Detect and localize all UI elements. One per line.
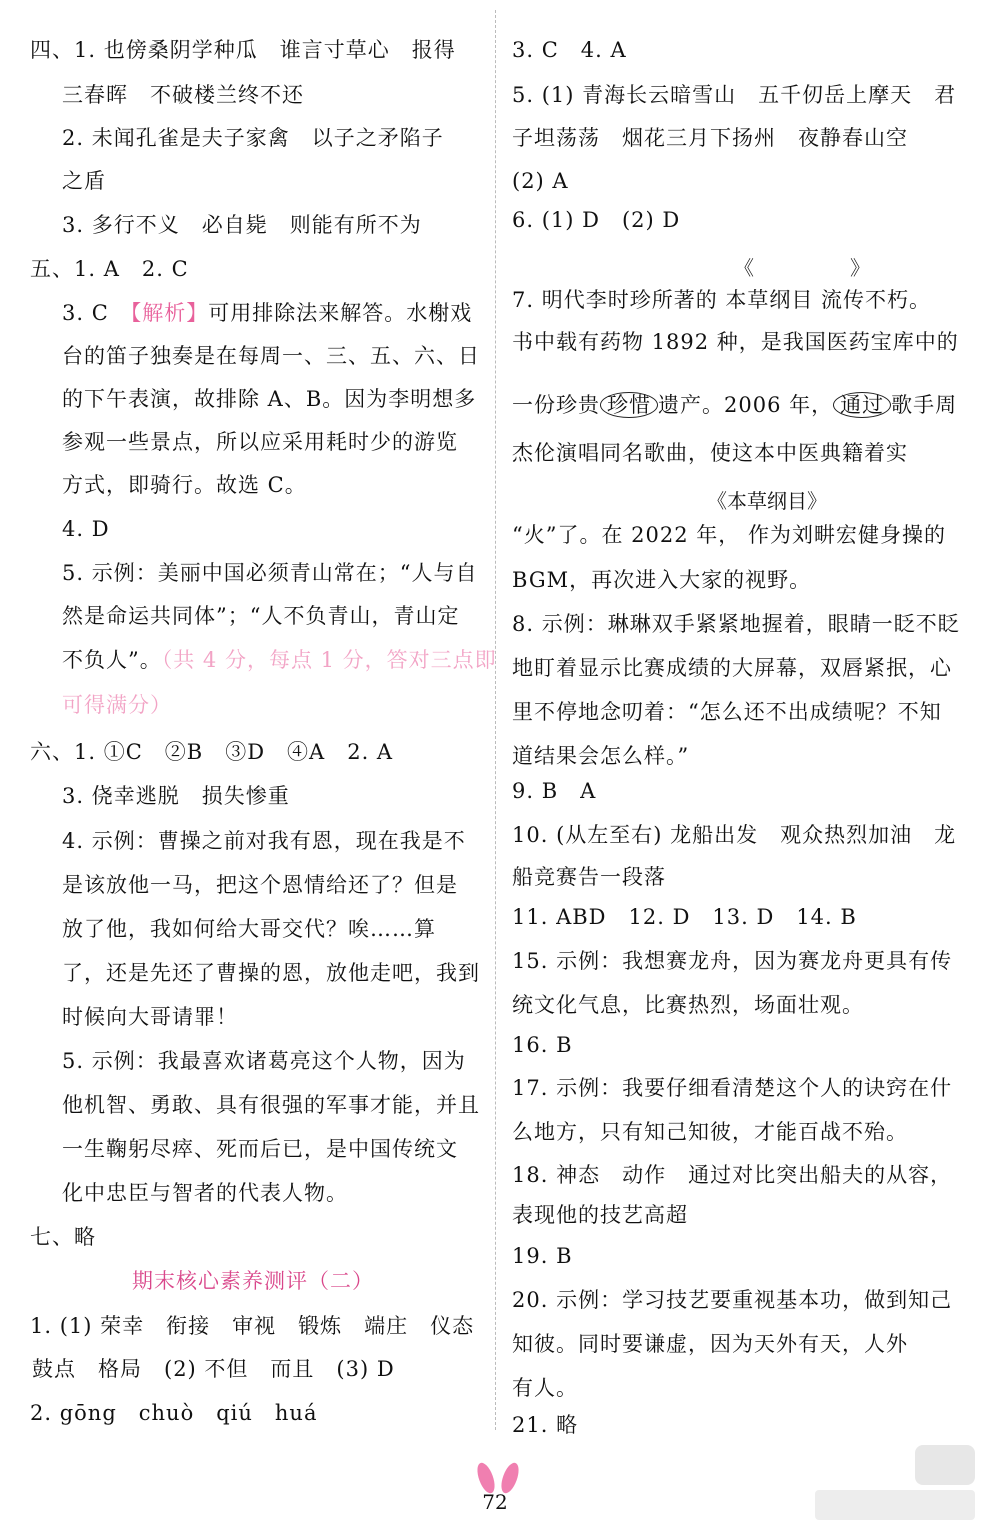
text-line: 然是命运共同体”；“人不负青山，青山定	[62, 604, 460, 628]
circled-word: 珍惜	[600, 392, 658, 418]
text-line: 11. ABD 12. D 13. D 14. B	[512, 905, 857, 929]
text-line: 3. 侥幸逃脱 损失惨重	[62, 784, 290, 808]
score-note: （共 4 分，每点 1 分，答对三点即	[161, 648, 497, 672]
q7-part-b: 遗产。2006 年，	[658, 393, 834, 417]
text-line: 杰伦演唱同名歌曲，使这本中医典籍着实	[512, 441, 908, 465]
text-line: 17. 示例：我要仔细看清楚这个人的诀窍在什	[512, 1076, 953, 1100]
pinyin-line: 2. gōng chuò qiú huá	[30, 1401, 318, 1425]
text-line: 参观一些景点，所以应采用耗时少的游览	[62, 430, 458, 454]
score-note-cont: 可得满分）	[62, 693, 172, 717]
q5-end: 不负人”。	[62, 648, 162, 672]
text-line: 4. D	[62, 517, 110, 541]
text-line: 6. (1) D (2) D	[512, 208, 681, 232]
text-line: 3. 多行不义 必自毙 则能有所不为	[62, 213, 422, 237]
text-line: 9. B A	[512, 779, 597, 803]
q5-end-line	[62, 645, 497, 675]
text-line: 六、1. ①C ②B ③D ④A 2. A	[30, 740, 394, 764]
text-line: 放了他，我如何给大哥交代？唉……算	[62, 917, 436, 941]
text-line: 他机智、勇敢、具有很强的军事才能，并且	[62, 1093, 480, 1117]
text-line: 台的笛子独奏是在每周一、三、五、六、日	[62, 344, 480, 368]
text-line: 7. 明代李时珍所著的 本草纲目 流传不朽。	[512, 288, 932, 312]
text-line: 16. B	[512, 1033, 573, 1057]
text-line: “火”了。在 2022 年， 作为刘畊宏健身操的	[512, 523, 946, 547]
correction-open-quote: 《	[734, 256, 754, 280]
text-line: 么地方，只有知己知彼，才能百战不殆。	[512, 1120, 908, 1144]
text-line: 18. 神态 动作 通过对比突出船夫的从容，	[512, 1163, 953, 1187]
q3-prefix: 3. C	[62, 301, 131, 325]
text-line: 地盯着显示比赛成绩的大屏幕，双唇紧抿，心	[512, 656, 952, 680]
text-line: 三春晖 不破楼兰终不还	[62, 83, 304, 107]
text-line: 了，还是先还了曹操的恩，放他走吧，我到	[62, 961, 480, 985]
text-line: 一生鞠躬尽瘁、死而后已，是中国传统文	[62, 1137, 458, 1161]
text-line: 知彼。同时要谦虚，因为天外有天，人外	[512, 1332, 908, 1356]
text-line: 鼓点 格局 (2) 不但 而且 (3) D	[32, 1357, 395, 1381]
correction-book-title: 《本草纲目》	[707, 489, 827, 513]
text-line: 时候向大哥请罪！	[62, 1005, 238, 1029]
text-line: 10. (从左至右) 龙船出发 观众热烈加油 龙	[512, 823, 957, 847]
text-line: 5. (1) 青海长云暗雪山 五千仞岳上摩天 君	[512, 83, 957, 107]
q7-part-a: 一份珍贵	[512, 393, 600, 417]
text-line: 子坦荡荡 烟花三月下扬州 夜静春山空	[512, 126, 908, 150]
analysis-tag: 【解析】	[130, 301, 209, 325]
text-line: 4. 示例：曹操之前对我有恩，现在我是不	[62, 829, 466, 853]
text-line: 有人。	[512, 1376, 578, 1400]
text-line: 化中忠臣与智者的代表人物。	[62, 1181, 348, 1205]
text-line: 20. 示例：学习技艺要重视基本功，做到知己	[512, 1288, 953, 1312]
q7-line3	[512, 390, 957, 420]
circled-word: 通过	[833, 392, 891, 418]
text-line: 是该放他一马，把这个恩情给还了？但是	[62, 873, 458, 897]
text-line: 8. 示例：琳琳双手紧紧地握着，眼睛一眨不眨	[512, 612, 960, 636]
q3-line	[62, 298, 472, 328]
text-line: 之盾	[62, 169, 106, 193]
section-title: 期末核心素养测评（二）	[132, 1269, 374, 1293]
text-line: 2. 未闻孔雀是夫子家禽 以子之矛陷子	[62, 126, 444, 150]
q3-text: 可用排除法来解答。水榭戏	[208, 301, 473, 325]
text-line: 里不停地念叨着：“怎么还不出成绩呢？不知	[512, 700, 942, 724]
text-line: 五、1. A 2. C	[30, 257, 189, 281]
text-line: 道结果会怎么样。”	[512, 744, 690, 768]
text-line: 的下午表演，故排除 A、B。因为李明想多	[62, 387, 477, 411]
q7-part-c: 歌手周	[891, 393, 958, 417]
text-line: 方式，即骑行。故选 C。	[62, 473, 307, 497]
text-line: 七、略	[30, 1225, 96, 1249]
text-line: BGM，再次进入大家的视野。	[512, 568, 812, 592]
text-line: 船竞赛告一段落	[512, 865, 666, 889]
text-line: 书中载有药物 1892 种，是我国医药宝库中的	[512, 330, 959, 354]
page-number: 72	[482, 1490, 508, 1514]
text-line: 21. 略	[512, 1413, 579, 1437]
correction-close-quote: 》	[850, 256, 870, 280]
text-line: 3. C 4. A	[512, 38, 627, 62]
text-line: 1. (1) 荣幸 衔接 审视 锻炼 端庄 仪态	[30, 1314, 475, 1338]
column-divider	[495, 10, 496, 1430]
text-line: 统文化气息，比赛热烈，场面壮观。	[512, 993, 864, 1017]
text-line: 5. 示例：我最喜欢诸葛亮这个人物，因为	[62, 1049, 466, 1073]
text-line: 四、1. 也傍桑阴学种瓜 谁言寸草心 报得	[30, 38, 456, 62]
text-line: 19. B	[512, 1244, 573, 1268]
watermark-logo	[805, 1440, 985, 1530]
text-line: 15. 示例：我想赛龙舟，因为赛龙舟更具有传	[512, 949, 953, 973]
text-line: 表现他的技艺高超	[512, 1203, 688, 1227]
text-line: (2) A	[512, 169, 569, 193]
text-line: 5. 示例：美丽中国必须青山常在；“人与自	[62, 561, 478, 585]
